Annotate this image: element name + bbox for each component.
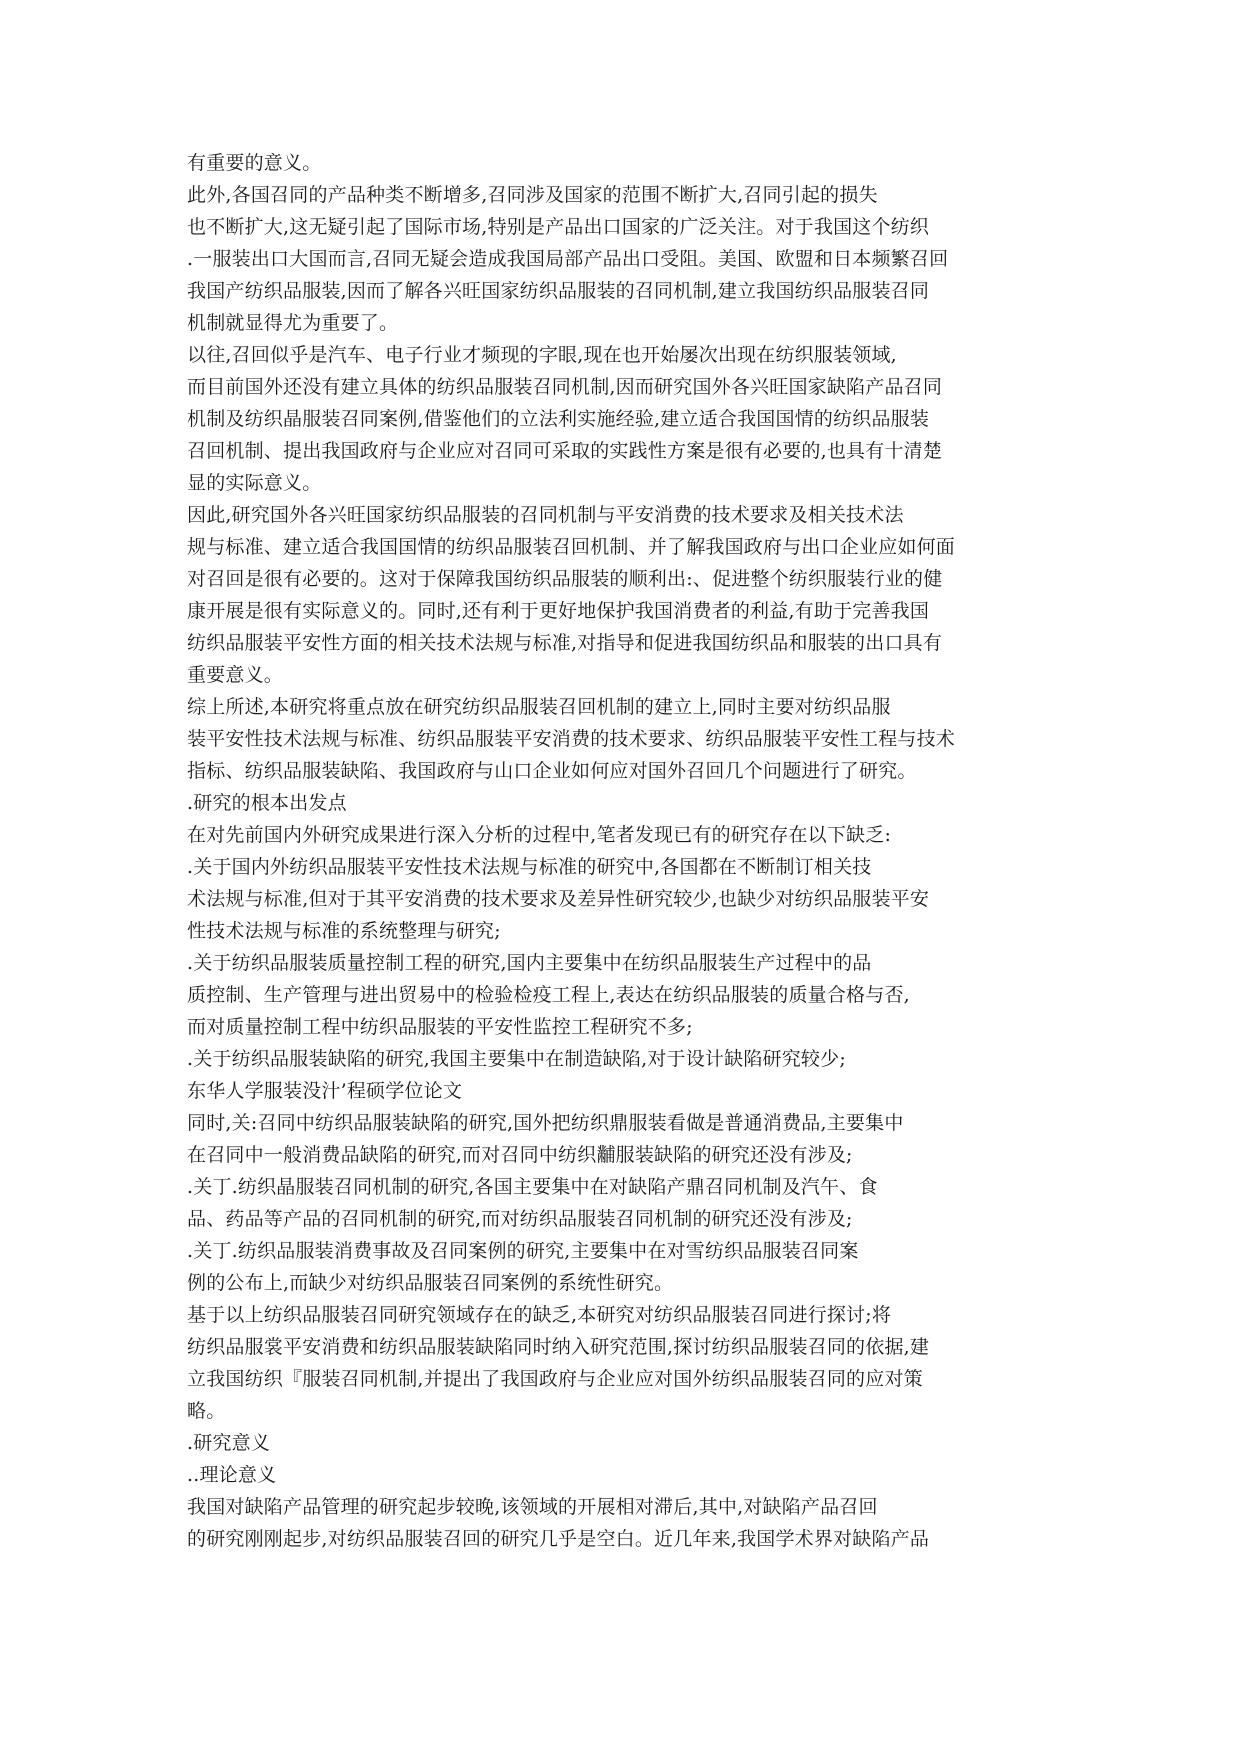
text-line: 显的实际意义。 <box>187 472 322 494</box>
text-line: 综上所述,本研究将重点放在研究纺织品服装召回机制的建立上,同时主要对纺织品服 <box>187 696 891 718</box>
text-line: 而目前国外还没有建立具体的纺织品服装召同机制,因而研究国外各兴旺国家缺陷产品召同 <box>187 376 943 398</box>
text-line: 指标、纺织品服装缺陷、我国政府与山口企业如何应对国外召回几个问题进行了研究。 <box>187 760 917 782</box>
text-line: .关于纺织品服装缺陷的研究,我国主要集中在制造缺陷,对于设计缺陷研究较少; <box>187 1048 846 1070</box>
text-line: 因此,研究国外各兴旺国家纺织品服装的召同机制与平安消费的技术要求及相关技术法 <box>187 504 904 526</box>
text-line: 在召同中一般消费品缺陷的研究,而对召同中纺织黼服装缺陷的研究还没有涉及; <box>187 1144 853 1166</box>
text-line: 术法规与标准,但对于其平安消费的技术要求及差异性研究较少,也缺少对纺织品服装平安 <box>187 888 930 910</box>
text-line: 我国产纺织品服装,因而了解各兴旺国家纺织品服装的召同机制,建立我国纺织品服装召同 <box>187 280 930 302</box>
section-heading: .研究的根本出发点 <box>187 792 347 814</box>
text-line: .关于国内外纺织品服装平安性技术法规与标准的研究中,各国都在不断制订相关技 <box>187 856 872 878</box>
text-line: 略。 <box>187 1400 226 1422</box>
text-line: .一服装出口大国而言,召同无疑会造成我国局部产品出口受阻。美国、欧盟和日本频繁召回 <box>187 248 949 270</box>
running-header: 东华人学服装没汁’程硕学位论文 <box>187 1080 463 1102</box>
text-line: 基于以上纺织品服装召同研究领域存在的缺乏,本研究对纺织品服装召同进行探讨;将 <box>187 1304 892 1326</box>
text-line: 装平安性技术法规与标准、纺织品服装平安消费的技术要求、纺织品服装平安性工程与技术 <box>187 728 956 750</box>
text-line: 我国对缺陷产品管理的研究起步较晚,该领域的开展相对滞后,其中,对缺陷产品召回 <box>187 1496 878 1518</box>
text-line: 品、药品等产品的召同机制的研究,而对纺织品服装召同机制的研究还没有涉及; <box>187 1208 853 1230</box>
text-line: 例的公布上,而缺少对纺织品服装召同案例的系统性研究。 <box>187 1272 674 1294</box>
text-line: 机制就显得尤为重要了。 <box>187 312 399 334</box>
text-line: 有重要的意义。 <box>187 152 322 174</box>
subsection-heading: ..理论意义 <box>187 1464 277 1486</box>
text-line: 此外,各国召同的产品种类不断增多,召同涉及国家的范围不断扩大,召同引起的损失 <box>187 184 878 206</box>
section-heading: .研究意义 <box>187 1432 271 1454</box>
text-line: 同时,关:召同中纺织品服装缺陷的研究,国外把纺织鼎服装看做是普通消费品,主要集中 <box>187 1112 904 1134</box>
text-line: 在对先前国内外研究成果进行深入分析的过程中,笔者发现已有的研究存在以下缺乏: <box>187 824 892 846</box>
document-body <box>187 147 1087 1555</box>
text-line: .关丁.纺织晶服装召同机制的研究,各国主要集中在对缺陷产鼎召同机制及汽午、食 <box>187 1176 878 1198</box>
text-line: .关丁.纺织品服装消费事故及召同案例的研究,主要集中在对雪纺织品服装召同案 <box>187 1240 859 1262</box>
text-line: 纺织品服装平安性方面的相关技术法规与标准,对指导和促进我国纺织品和服装的出口具有 <box>187 632 943 654</box>
text-line: 机制及纺织晶服装召同案例,借鉴他们的立法利实施经验,建立适合我国国情的纺织品服装 <box>187 408 930 430</box>
text-line: 对召回是很有必要的。这对于保障我国纺织品服装的顺利出:、促进整个纺织服装行业的健 <box>187 568 943 590</box>
text-line: 立我国纺织『服装召同机制,并提出了我国政府与企业应对国外纺织品服装召同的应对策 <box>187 1368 923 1390</box>
text-line: 规与标准、建立适合我国国情的纺织品服装召回机制、并了解我国政府与出口企业应如何面 <box>187 536 956 558</box>
text-line: 也不断扩大,这无疑引起了国际市场,特别是产品出口国家的广泛关注。对于我国这个纺织 <box>187 216 930 238</box>
text-line: 的研究刚刚起步,对纺织品服装召回的研究几乎是空白。近几年来,我国学术界对缺陷产品 <box>187 1528 930 1550</box>
text-line: 以往,召回似乎是汽车、电子行业才频现的字眼,现在也开始屡次出现在纺织服装领域, <box>187 344 897 366</box>
text-line: 重要意义。 <box>187 664 284 686</box>
text-line: 召回机制、提出我国政府与企业应对召同可采取的实践性方案是很有必要的,也具有十清楚 <box>187 440 943 462</box>
text-line: 性技术法规与标准的系统整理与研究; <box>187 920 501 942</box>
text-line: 质控制、生产管理与进出贸易中的检验检疫工程上,表达在纺织品服装的质量合格与否, <box>187 984 910 1006</box>
text-line: 纺织品服裳平安消费和纺织品服装缺陷同时纳入研究范围,探讨纺织品服装召同的依据,建 <box>187 1336 930 1358</box>
text-line: 康开展是很有实际意义的。同时,还有利于更好地保护我国消费者的利益,有助于完善我国 <box>187 600 930 622</box>
text-line: 而对质量控制工程中纺织品服装的平安性监控工程研究不多; <box>187 1016 693 1038</box>
text-line: .关于纺织品服装质量控制工程的研究,国内主要集中在纺织品服装生产过程中的品 <box>187 952 872 974</box>
